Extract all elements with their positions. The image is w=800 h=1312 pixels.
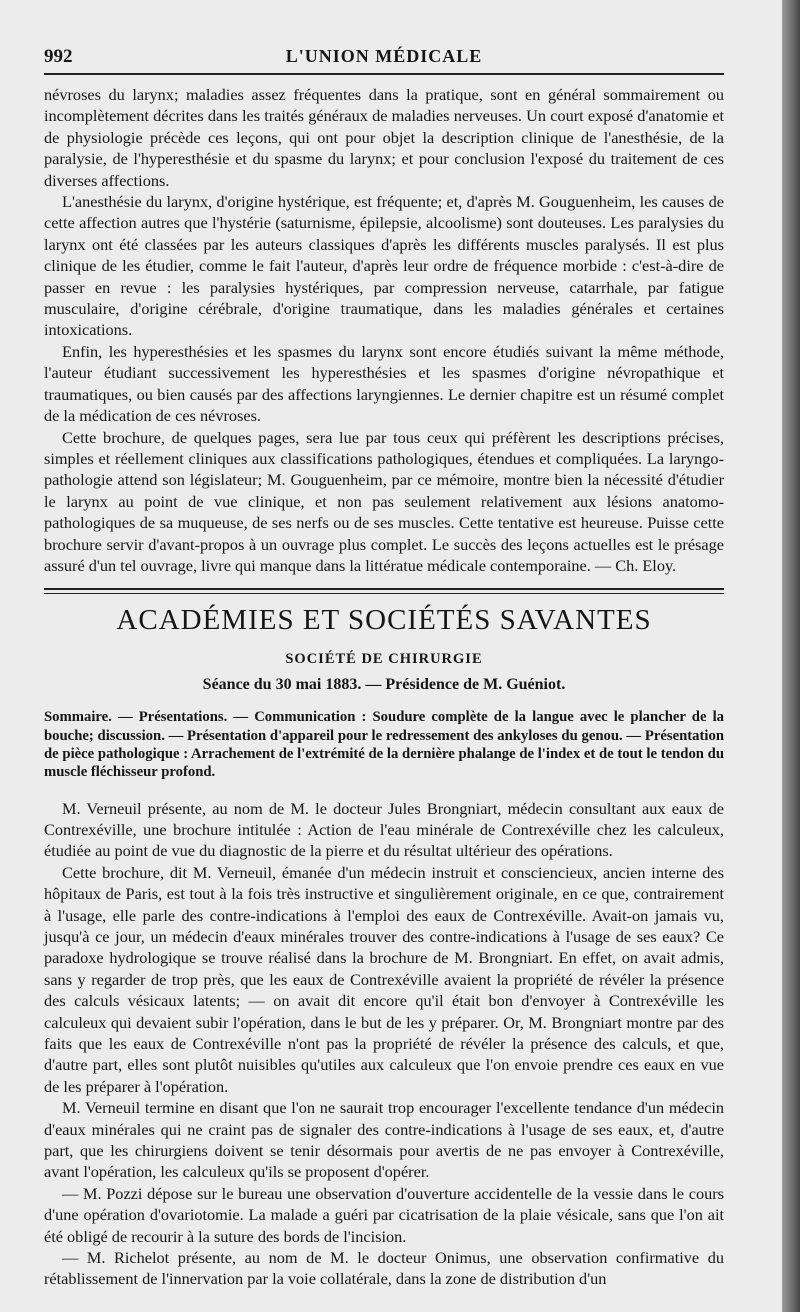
section-title: ACADÉMIES ET SOCIÉTÉS SAVANTES xyxy=(116,604,652,637)
summary-block xyxy=(44,708,724,781)
body-paragraph: — M. Pozzi dépose sur le bureau une observation d'ouverture accidentelle de la vessie dans le cours d'une opération d'ovariotomie. La malade a guéri par cicatrisation de la plaie vésicale, sans que l'on ait été obligé de recourir à la suture des bords de l'incision. xyxy=(44,1183,724,1246)
body-paragraph: M. Verneuil termine en disant que l'on ne saurait trop encourager l'excellente tendance d'un médecin d'eaux minérales qui ne craint pas de signaler des contre-indications à l'usage de ses eaux, et, d'autre part, que les chirurgiens doivent se tenir désormais pour avertis de ne pas envoyer à Contrexéville, avant l'opération, les calculeux qu'ils se proposent d'opérer. xyxy=(44,1098,724,1182)
review-paragraph: Cette brochure, de quelques pages, sera lue par tous ceux qui préfèrent les descriptions précises, simples et réellement cliniques aux classifications pathologiques, étendues et compliquées. La laryngo-pathologie attend son législateur; M. Gouguenheim, par ce mémoire, montre bien la nécessité d'étudier le larynx au point de vue clinique, et non pas seulement relativement aux lésions anatomo-pathologiques de sa muqueuse, de ses nerfs ou de ses muscles. Cette tentative est heureuse. Puisse cette brochure servir d'avant-propos à un ouvrage plus complet. Le succès des leçons actuelles est le présage assuré d'un tel ouvrage, livre qui manque dans la littératue médicale contemporaine. — Ch. Eloy. xyxy=(44,427,724,575)
running-title: L'UNION MÉDICALE xyxy=(285,46,483,66)
page-header xyxy=(44,40,724,76)
review-paragraph: névroses du larynx; maladies assez fréquentes dans la pratique, sont en général sommairement ou incomplètement décrites dans les traités généraux de maladies nerveuses. Un court exposé d'anatomie et de physiologie précède ces leçons, qui ont pour objet la description clinique de l'anesthésie, de la paralysie, de l'hyperesthésie et du spasme du larynx; et pour conclusion l'exposé du traitement de ces diverses affections. xyxy=(44,85,724,190)
review-paragraph: L'anesthésie du larynx, d'origine hystérique, est fréquente; et, d'après M. Gouguenheim, les causes de cette affection autres que l'hystérie (saturnisme, épilepsie, alcoolisme) sont douteuses. Les paralysies du larynx ont été classées par les auteurs classiques d'après les différents muscles paralysés. Il est plus clinique de les étudier, comme le fait l'auteur, d'après leur ordre de fréquence morbide : c'est-à-dire de passer en revue : les paralysies hystériques, par compression nerveuse, catarrhale, par fatigue musculaire, d'origine cérébrale, d'origine traumatique, dans les maladies générales et certaines intoxications. xyxy=(44,192,724,340)
review-paragraph: Enfin, les hyperesthésies et les spasmes du larynx sont encore étudiés suivant la même méthode, l'auteur étudiant successivement les hyperesthésies et les spasmes d'origine névropathique et traumatiques, ou bien causés par des affections laryngiennes. Le dernier chapitre est un résumé complet de la médication de ces névroses. xyxy=(44,341,724,426)
page-content xyxy=(44,40,724,1290)
summary-text: Sommaire. — Présentations. — Communication : Soudure complète de la langue avec le plancher de la bouche; discussion. — Présentation d'appareil pour le redressement des ankyloses du genou. — Présentation de pièce pathologique : Arrachement de l'extrémité de la dernière phalange de l'index et de tout le tendon du muscle fléchisseur profond. xyxy=(44,709,724,781)
header-rule xyxy=(44,73,724,75)
page-number: 992 xyxy=(44,46,73,67)
body-paragraph: M. Verneuil présente, au nom de M. le docteur Jules Brongniart, médecin consultant aux eaux de Contrexéville, une brochure intitulée : Action de l'eau minérale de Contrexéville chez les calculeux, étudiée au point de vue du diagnostic de la pierre et du résultat ultérieur des opérations. xyxy=(44,798,724,861)
session-line: Séance du 30 mai 1883. — Présidence de M. Guéniot. xyxy=(202,676,566,694)
society-heading: SOCIÉTÉ DE CHIRURGIE xyxy=(285,651,483,668)
book-spine-shadow xyxy=(782,0,800,1312)
body-paragraph: — M. Richelot présente, au nom de M. le docteur Onimus, une observation confirmative du rétablissement de l'innervation par la voie collatérale, dans la zone de distribution d'un xyxy=(44,1248,724,1289)
section-divider xyxy=(44,588,724,594)
body-paragraph: Cette brochure, dit M. Verneuil, émanée d'un médecin instruit et consciencieux, ancien interne des hôpitaux de Paris, est tout à la fois très instructive et singulièrement originale, en ce que, contrairement à l'usage, elle parle des contre-indications à l'emploi des eaux de Contrexéville. Avait-on jamais vu, jusqu'à ce jour, un médecin d'eaux minérales trouver des contre-indications à l'usage de ses eaux? Ce paradoxe hydrologique se trouve réalisé dans la brochure de M. Brongniart. En effet, on avait admis, sans y regarder de trop près, que les eaux de Contrexéville avaient la propriété de révéler la présence des calculs vésicaux latents; — on avait dit encore qu'il était bon d'envoyer à Contrexéville les calculeux qui devaient subir l'opération, dans le but de les y préparer. Or, M. Brongniart montre par des faits que les eaux de Contrexéville n'ont pas la propriété de révéler la présence des calculs, et que, d'autre part, elles sont plutôt nuisibles qu'utiles aux calculeux que l'on envoie prendre ces eaux en vue de les préparer à l'opération. xyxy=(44,862,724,1096)
